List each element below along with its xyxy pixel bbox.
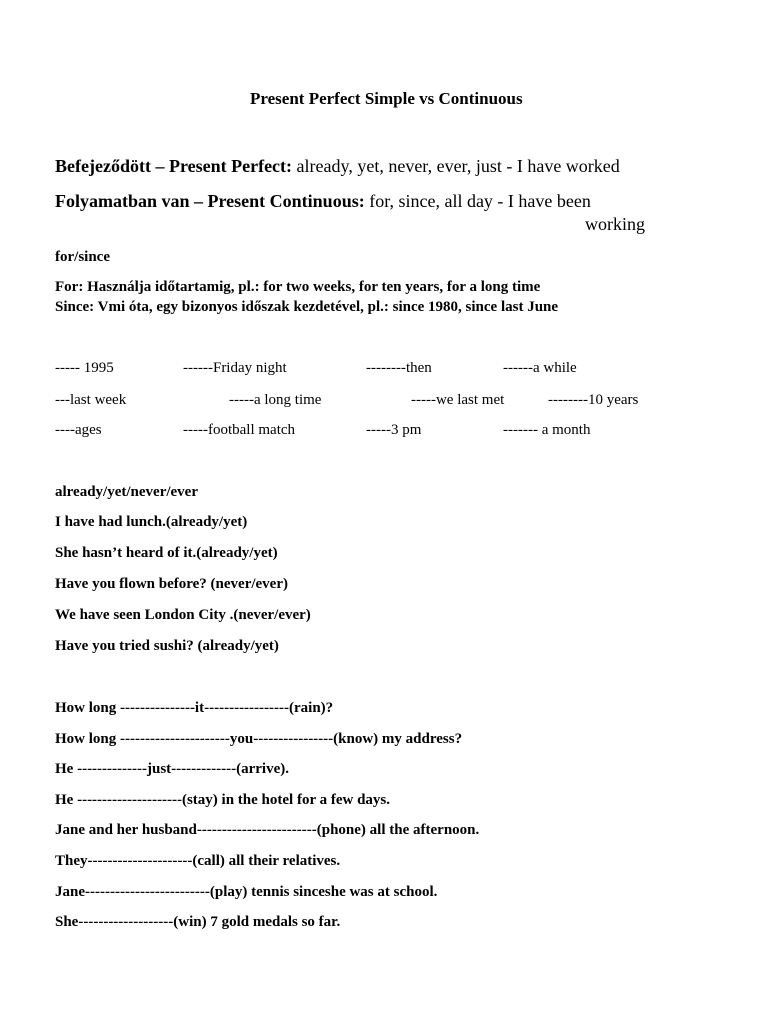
for-explanation: For: Használja időtartamig, pl.: for two weeks, for ten years, for a long time [55, 279, 541, 295]
time-item: -----a long time [229, 392, 322, 408]
since-explanation: Since: Vmi óta, egy bizonyos időszak kezdetével, pl.: since 1980, since last June [55, 299, 559, 315]
exercise-sentence: Have you tried sushi? (already/yet) [55, 638, 279, 654]
time-item: ------- a month [503, 422, 591, 438]
definition-present-perfect [55, 156, 620, 177]
time-item: --------10 years [548, 392, 639, 408]
for-since-heading: for/since [55, 249, 110, 265]
time-item: ----- 1995 [55, 360, 114, 376]
definition-text: already, yet, never, ever, just - I have worked [292, 156, 620, 176]
time-item: ----ages [55, 422, 102, 438]
gap-sentence: He ---------------------(stay) in the hotel for a few days. [55, 792, 391, 808]
definition-present-continuous [55, 191, 591, 212]
definition-continuation: working [585, 214, 645, 234]
adverbs-heading: already/yet/never/ever [55, 484, 198, 500]
definition-label: Befejeződött – Present Perfect: [55, 156, 293, 176]
gap-sentence: Jane-------------------------(play) tennis sinceshe was at school. [55, 884, 438, 900]
exercise-sentence: I have had lunch.(already/yet) [55, 514, 248, 530]
exercise-sentence: Have you flown before? (never/ever) [55, 576, 288, 592]
gap-sentence: They---------------------(call) all their relatives. [55, 853, 341, 869]
gap-sentence: Jane and her husband------------------------(phone) all the afternoon. [55, 822, 480, 838]
gap-sentence: How long ----------------------you----------------(know) my address? [55, 731, 463, 747]
time-item: -----we last met [411, 392, 505, 408]
page-title: Present Perfect Simple vs Continuous [250, 89, 523, 108]
time-item: -----football match [183, 422, 296, 438]
time-item: --------then [366, 360, 432, 376]
definition-label: Folyamatban van – Present Continuous: [55, 191, 365, 211]
time-item: -----3 pm [366, 422, 422, 438]
gap-sentence: She-------------------(win) 7 gold medals so far. [55, 914, 341, 930]
time-item: ---last week [55, 392, 127, 408]
exercise-sentence: We have seen London City .(never/ever) [55, 607, 311, 623]
time-item: ------a while [503, 360, 577, 376]
definition-text: for, since, all day - I have been [364, 191, 591, 211]
gap-sentence: He --------------just-------------(arrive). [55, 761, 289, 777]
time-item: ------Friday night [183, 360, 287, 376]
gap-sentence: How long ---------------it-----------------(rain)? [55, 700, 334, 716]
exercise-sentence: She hasn’t heard of it.(already/yet) [55, 545, 278, 561]
